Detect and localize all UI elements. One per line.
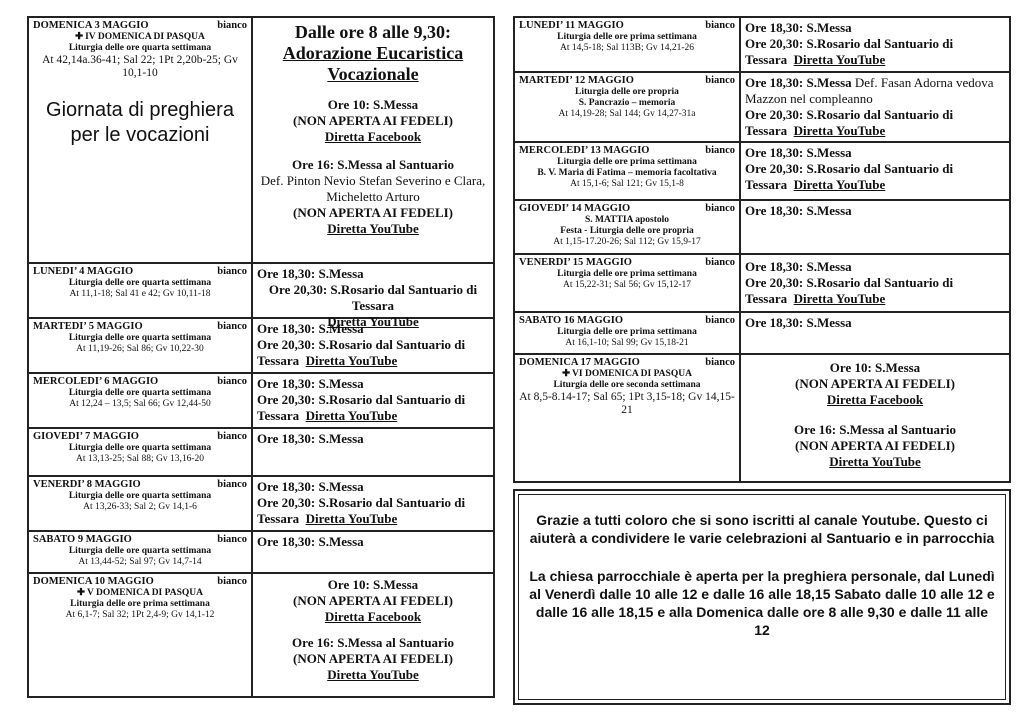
liturgical-color: bianco xyxy=(217,534,247,545)
notice-content xyxy=(518,494,1006,700)
notice-box xyxy=(513,489,1011,705)
day-date: VENERDI’ 15 MAGGIO xyxy=(519,257,632,268)
youtube-live-link[interactable]: Diretta YouTube xyxy=(793,52,886,67)
youtube-live-link[interactable]: Diretta YouTube xyxy=(305,408,398,423)
saint-feast: S. Pancrazio – memoria xyxy=(578,98,676,108)
day-events xyxy=(253,477,493,530)
day-events xyxy=(253,532,493,572)
day-date: MERCOLEDI’ 6 MAGGIO xyxy=(33,376,159,387)
day-info xyxy=(515,143,741,199)
day-row-14-maggio xyxy=(515,201,1009,255)
event-rosary: Ore 20,30: S.Rosario dal Santuario di xyxy=(745,107,954,122)
day-date: DOMENICA 17 MAGGIO xyxy=(519,357,640,368)
saint-feast: B. V. Maria di Fatima – memoria facoltativa xyxy=(537,168,717,178)
day-events xyxy=(741,255,1009,311)
liturgical-color: bianco xyxy=(705,315,735,326)
event-mass: Ore 16: S.Messa al Santuario xyxy=(794,422,956,437)
event-mass: Ore 18,30: S.Messa xyxy=(745,203,852,218)
facebook-live-link[interactable]: Diretta Facebook xyxy=(324,129,422,144)
special-day-title: Giornata di preghiera per le vocazioni xyxy=(46,99,234,146)
youtube-live-link[interactable]: Diretta YouTube xyxy=(327,314,419,329)
notice-youtube-thanks: Grazie a tutti coloro che si sono iscritti al canale Youtube. Questo ci aiuterà a condividere le varie celebrazioni al Santuario e in parrocchia xyxy=(529,512,995,546)
readings: At 14,5-18; Sal 113B; Gv 14,21-26 xyxy=(560,43,694,53)
event-rosary: Ore 20,30: S.Rosario dal Santuario di Tessara xyxy=(268,282,478,313)
event-mass: Ore 10: S.Messa xyxy=(327,97,419,112)
event-intention: Def. Pinton Nevio Stefan Severino e Clara, Micheletto Arturo xyxy=(260,173,486,204)
day-row-12-maggio xyxy=(515,73,1009,143)
facebook-live-link[interactable]: Diretta Facebook xyxy=(324,609,422,624)
day-events xyxy=(253,18,493,262)
day-info xyxy=(29,574,253,696)
event-note: (NON APERTA AI FEDELI) xyxy=(292,593,454,608)
youtube-live-link[interactable]: Diretta YouTube xyxy=(305,353,398,368)
day-date: GIOVEDI’ 7 MAGGIO xyxy=(33,431,139,442)
cross-icon: ✚ xyxy=(75,32,84,42)
day-row-3-maggio xyxy=(29,18,493,264)
liturgy-week: Liturgia delle ore prima settimana xyxy=(557,157,697,167)
day-date: DOMENICA 3 MAGGIO xyxy=(33,20,149,31)
readings: At 13,44-52; Sal 97; Gv 14,7-14 xyxy=(78,557,202,567)
day-events xyxy=(253,574,493,696)
readings: At 13,26-33; Sal 2; Gv 14,1-6 xyxy=(83,502,197,512)
day-info xyxy=(515,73,741,141)
liturgy-week: Liturgia delle ore quarta settimana xyxy=(68,333,212,343)
liturgical-color: bianco xyxy=(705,75,735,86)
event-note: (NON APERTA AI FEDELI) xyxy=(794,438,956,453)
readings: At 6,1-7; Sal 32; 1Pt 2,4-9; Gv 14,1-12 xyxy=(65,610,215,620)
event-note: (NON APERTA AI FEDELI) xyxy=(292,113,454,128)
readings: At 13,13-25; Sal 88; Gv 13,16-20 xyxy=(76,454,204,464)
day-events xyxy=(741,18,1009,71)
event-mass: Ore 18,30: S.Messa xyxy=(257,431,364,446)
facebook-live-link[interactable]: Diretta Facebook xyxy=(826,392,924,407)
cross-icon: ✚ xyxy=(76,588,85,598)
day-date: MARTEDI’ 12 MAGGIO xyxy=(519,75,634,86)
liturgy-week: Liturgia delle ore quarta settimana xyxy=(68,546,212,556)
youtube-live-link[interactable]: Diretta YouTube xyxy=(829,454,921,469)
day-date: SABATO 16 MAGGIO xyxy=(519,315,624,326)
readings: At 14,19-28; Sal 144; Gv 14,27-31a xyxy=(558,109,696,119)
day-events xyxy=(741,73,1009,141)
event-mass: Ore 18,30: S.Messa xyxy=(257,266,364,281)
liturgical-color: bianco xyxy=(217,431,247,442)
day-events xyxy=(253,264,493,329)
event-rosary: Ore 20,30: S.Rosario dal Santuario di xyxy=(745,36,954,51)
liturgy-week: Festa - Liturgia delle ore propria xyxy=(560,226,694,236)
youtube-live-link[interactable]: Diretta YouTube xyxy=(793,177,886,192)
day-row-13-maggio xyxy=(515,143,1009,201)
liturgy-week: Liturgia delle ore quarta settimana xyxy=(68,43,212,53)
day-info xyxy=(515,313,741,353)
location: Tessara xyxy=(745,291,788,306)
liturgical-color: bianco xyxy=(705,357,735,368)
location: Tessara xyxy=(257,353,300,368)
event-note: (NON APERTA AI FEDELI) xyxy=(794,376,956,391)
event-note: (NON APERTA AI FEDELI) xyxy=(292,205,454,220)
day-row-6-maggio xyxy=(29,374,493,429)
event-mass: Ore 18,30: S.Messa xyxy=(745,20,852,35)
day-events xyxy=(253,374,493,427)
event-rosary: Ore 20,30: S.Rosario dal Santuario di xyxy=(257,495,466,510)
notice-church-hours: La chiesa parrocchiale è aperta per la preghiera personale, dal Lunedì al Venerdì dalle 10 alle 12 e dalle 16 alle 18,15 Sabato dalle 10 alle 12 e dalle 16 alle 18,15 e alla Domenica dalle ore 8 alle 9,30 e dalle 11 alle 12 xyxy=(529,568,995,638)
day-date: GIOVEDI’ 14 MAGGIO xyxy=(519,203,631,214)
liturgical-color: bianco xyxy=(705,20,735,31)
liturgical-color: bianco xyxy=(217,266,247,277)
day-info xyxy=(515,355,741,481)
event-mass: Ore 18,30: S.Messa xyxy=(745,75,852,90)
readings: At 8,5-8.14-17; Sal 65; 1Pt 3,15-18; Gv 14,15-21 xyxy=(519,391,735,416)
day-events xyxy=(253,319,493,372)
day-row-17-maggio xyxy=(515,355,1009,481)
sunday-title: ✚ VI DOMENICA DI PASQUA xyxy=(562,369,692,379)
event-rosary: Ore 20,30: S.Rosario dal Santuario di xyxy=(257,392,466,407)
event-mass: Ore 18,30: S.Messa xyxy=(257,376,364,391)
readings: At 16,1-10; Sal 99; Gv 15,18-21 xyxy=(565,338,689,348)
day-info xyxy=(29,532,253,572)
day-info xyxy=(29,18,253,262)
liturgical-color: bianco xyxy=(705,145,735,156)
liturgical-color: bianco xyxy=(217,20,247,31)
right-schedule-table xyxy=(513,16,1011,483)
event-mass: Ore 10: S.Messa xyxy=(327,577,419,592)
day-date: MERCOLEDI’ 13 MAGGIO xyxy=(519,145,650,156)
day-info xyxy=(29,477,253,530)
event-mass: Ore 10: S.Messa xyxy=(829,360,921,375)
day-info xyxy=(29,264,253,317)
day-info xyxy=(515,255,741,311)
youtube-live-link[interactable]: Diretta YouTube xyxy=(327,221,419,236)
youtube-live-link[interactable]: Diretta YouTube xyxy=(305,511,398,526)
day-date: LUNEDI’ 11 MAGGIO xyxy=(519,20,624,31)
day-events xyxy=(741,201,1009,253)
day-events xyxy=(741,355,1009,481)
day-date: MARTEDI’ 5 MAGGIO xyxy=(33,321,143,332)
day-row-11-maggio xyxy=(515,18,1009,73)
liturgy-week: Liturgia delle ore prima settimana xyxy=(70,599,210,609)
liturgical-color: bianco xyxy=(217,576,247,587)
day-events xyxy=(741,313,1009,353)
event-mass: Ore 18,30: S.Messa xyxy=(745,259,852,274)
event-mass: Ore 18,30: S.Messa xyxy=(745,315,852,330)
youtube-live-link[interactable]: Diretta YouTube xyxy=(793,123,886,138)
liturgy-week: Liturgia delle ore prima settimana xyxy=(557,32,697,42)
liturgical-color: bianco xyxy=(217,321,247,332)
day-date: VENERDI’ 8 MAGGIO xyxy=(33,479,141,490)
liturgical-color: bianco xyxy=(705,257,735,268)
location: Tessara xyxy=(257,511,300,526)
event-mass: Ore 18,30: S.Messa xyxy=(745,145,852,160)
readings: At 12,24 – 13,5; Sal 66; Gv 12,44-50 xyxy=(69,399,211,409)
liturgy-week: Liturgia delle ore propria xyxy=(575,87,679,97)
event-intention: Def. Fasan Adorna vedova Mazzon nel compleanno xyxy=(745,75,994,106)
liturgy-week: Liturgia delle ore quarta settimana xyxy=(68,443,212,453)
readings: At 1,15-17.20-26; Sal 112; Gv 15,9-17 xyxy=(553,237,701,247)
event-mass: Ore 16: S.Messa al Santuario xyxy=(292,157,454,172)
event-rosary: Ore 20,30: S.Rosario dal Santuario di xyxy=(745,275,954,290)
event-note: (NON APERTA AI FEDELI) xyxy=(292,651,454,666)
left-schedule-table xyxy=(27,16,495,698)
readings: At 11,1-18; Sal 41 e 42; Gv 10,11-18 xyxy=(69,289,211,299)
location: Tessara xyxy=(745,52,788,67)
day-row-9-maggio xyxy=(29,532,493,574)
liturgy-week: Liturgia delle ore quarta settimana xyxy=(68,491,212,501)
readings: At 15,22-31; Sal 56; Gv 15,12-17 xyxy=(563,280,691,290)
day-row-10-maggio xyxy=(29,574,493,696)
location: Tessara xyxy=(257,408,300,423)
day-row-7-maggio xyxy=(29,429,493,477)
day-date: DOMENICA 10 MAGGIO xyxy=(33,576,154,587)
day-row-8-maggio xyxy=(29,477,493,532)
youtube-live-link[interactable]: Diretta YouTube xyxy=(793,291,886,306)
day-date: LUNEDI’ 4 MAGGIO xyxy=(33,266,134,277)
day-info xyxy=(29,319,253,372)
liturgy-week: Liturgia delle ore quarta settimana xyxy=(68,388,212,398)
liturgy-week: Liturgia delle ore prima settimana xyxy=(557,269,697,279)
readings: At 15,1-6; Sal 121; Gv 15,1-8 xyxy=(570,179,684,189)
saint-feast: S. MATTIA apostolo xyxy=(584,215,670,225)
liturgy-week: Liturgia delle ore prima settimana xyxy=(557,327,697,337)
day-info xyxy=(29,374,253,427)
readings: At 42,14a.36-41; Sal 22; 1Pt 2,20b-25; Gv 10,1-10 xyxy=(42,54,238,79)
readings: At 11,19-26; Sal 86; Gv 10,22-30 xyxy=(76,344,204,354)
day-date: SABATO 9 MAGGIO xyxy=(33,534,132,545)
cross-icon: ✚ xyxy=(562,369,571,379)
liturgy-week: Liturgia delle ore quarta settimana xyxy=(68,278,212,288)
event-mass: Ore 18,30: S.Messa xyxy=(257,321,364,336)
day-events xyxy=(253,429,493,475)
day-events xyxy=(741,143,1009,199)
event-time: Dalle ore 8 alle 9,30: xyxy=(294,22,452,42)
day-row-16-maggio xyxy=(515,313,1009,355)
liturgical-color: bianco xyxy=(217,479,247,490)
location: Tessara xyxy=(745,123,788,138)
location: Tessara xyxy=(745,177,788,192)
liturgical-color: bianco xyxy=(705,203,735,214)
event-mass: Ore 16: S.Messa al Santuario xyxy=(292,635,454,650)
day-row-15-maggio xyxy=(515,255,1009,313)
sunday-title: ✚ IV DOMENICA DI PASQUA xyxy=(75,32,205,42)
sunday-title: ✚ V DOMENICA DI PASQUA xyxy=(76,588,203,598)
day-info xyxy=(29,429,253,475)
day-header xyxy=(33,20,247,32)
day-info xyxy=(515,201,741,253)
liturgical-color: bianco xyxy=(217,376,247,387)
day-row-5-maggio xyxy=(29,319,493,374)
youtube-live-link[interactable]: Diretta YouTube xyxy=(327,667,419,682)
day-info xyxy=(515,18,741,71)
event-rosary: Ore 20,30: S.Rosario dal Santuario di xyxy=(257,337,466,352)
liturgy-week: Liturgia delle ore seconda settimana xyxy=(553,380,701,390)
event-mass: Ore 18,30: S.Messa xyxy=(257,479,364,494)
event-rosary: Ore 20,30: S.Rosario dal Santuario di xyxy=(745,161,954,176)
event-mass: Ore 18,30: S.Messa xyxy=(257,534,364,549)
event-title: Adorazione Eucaristica Vocazionale xyxy=(282,43,464,84)
